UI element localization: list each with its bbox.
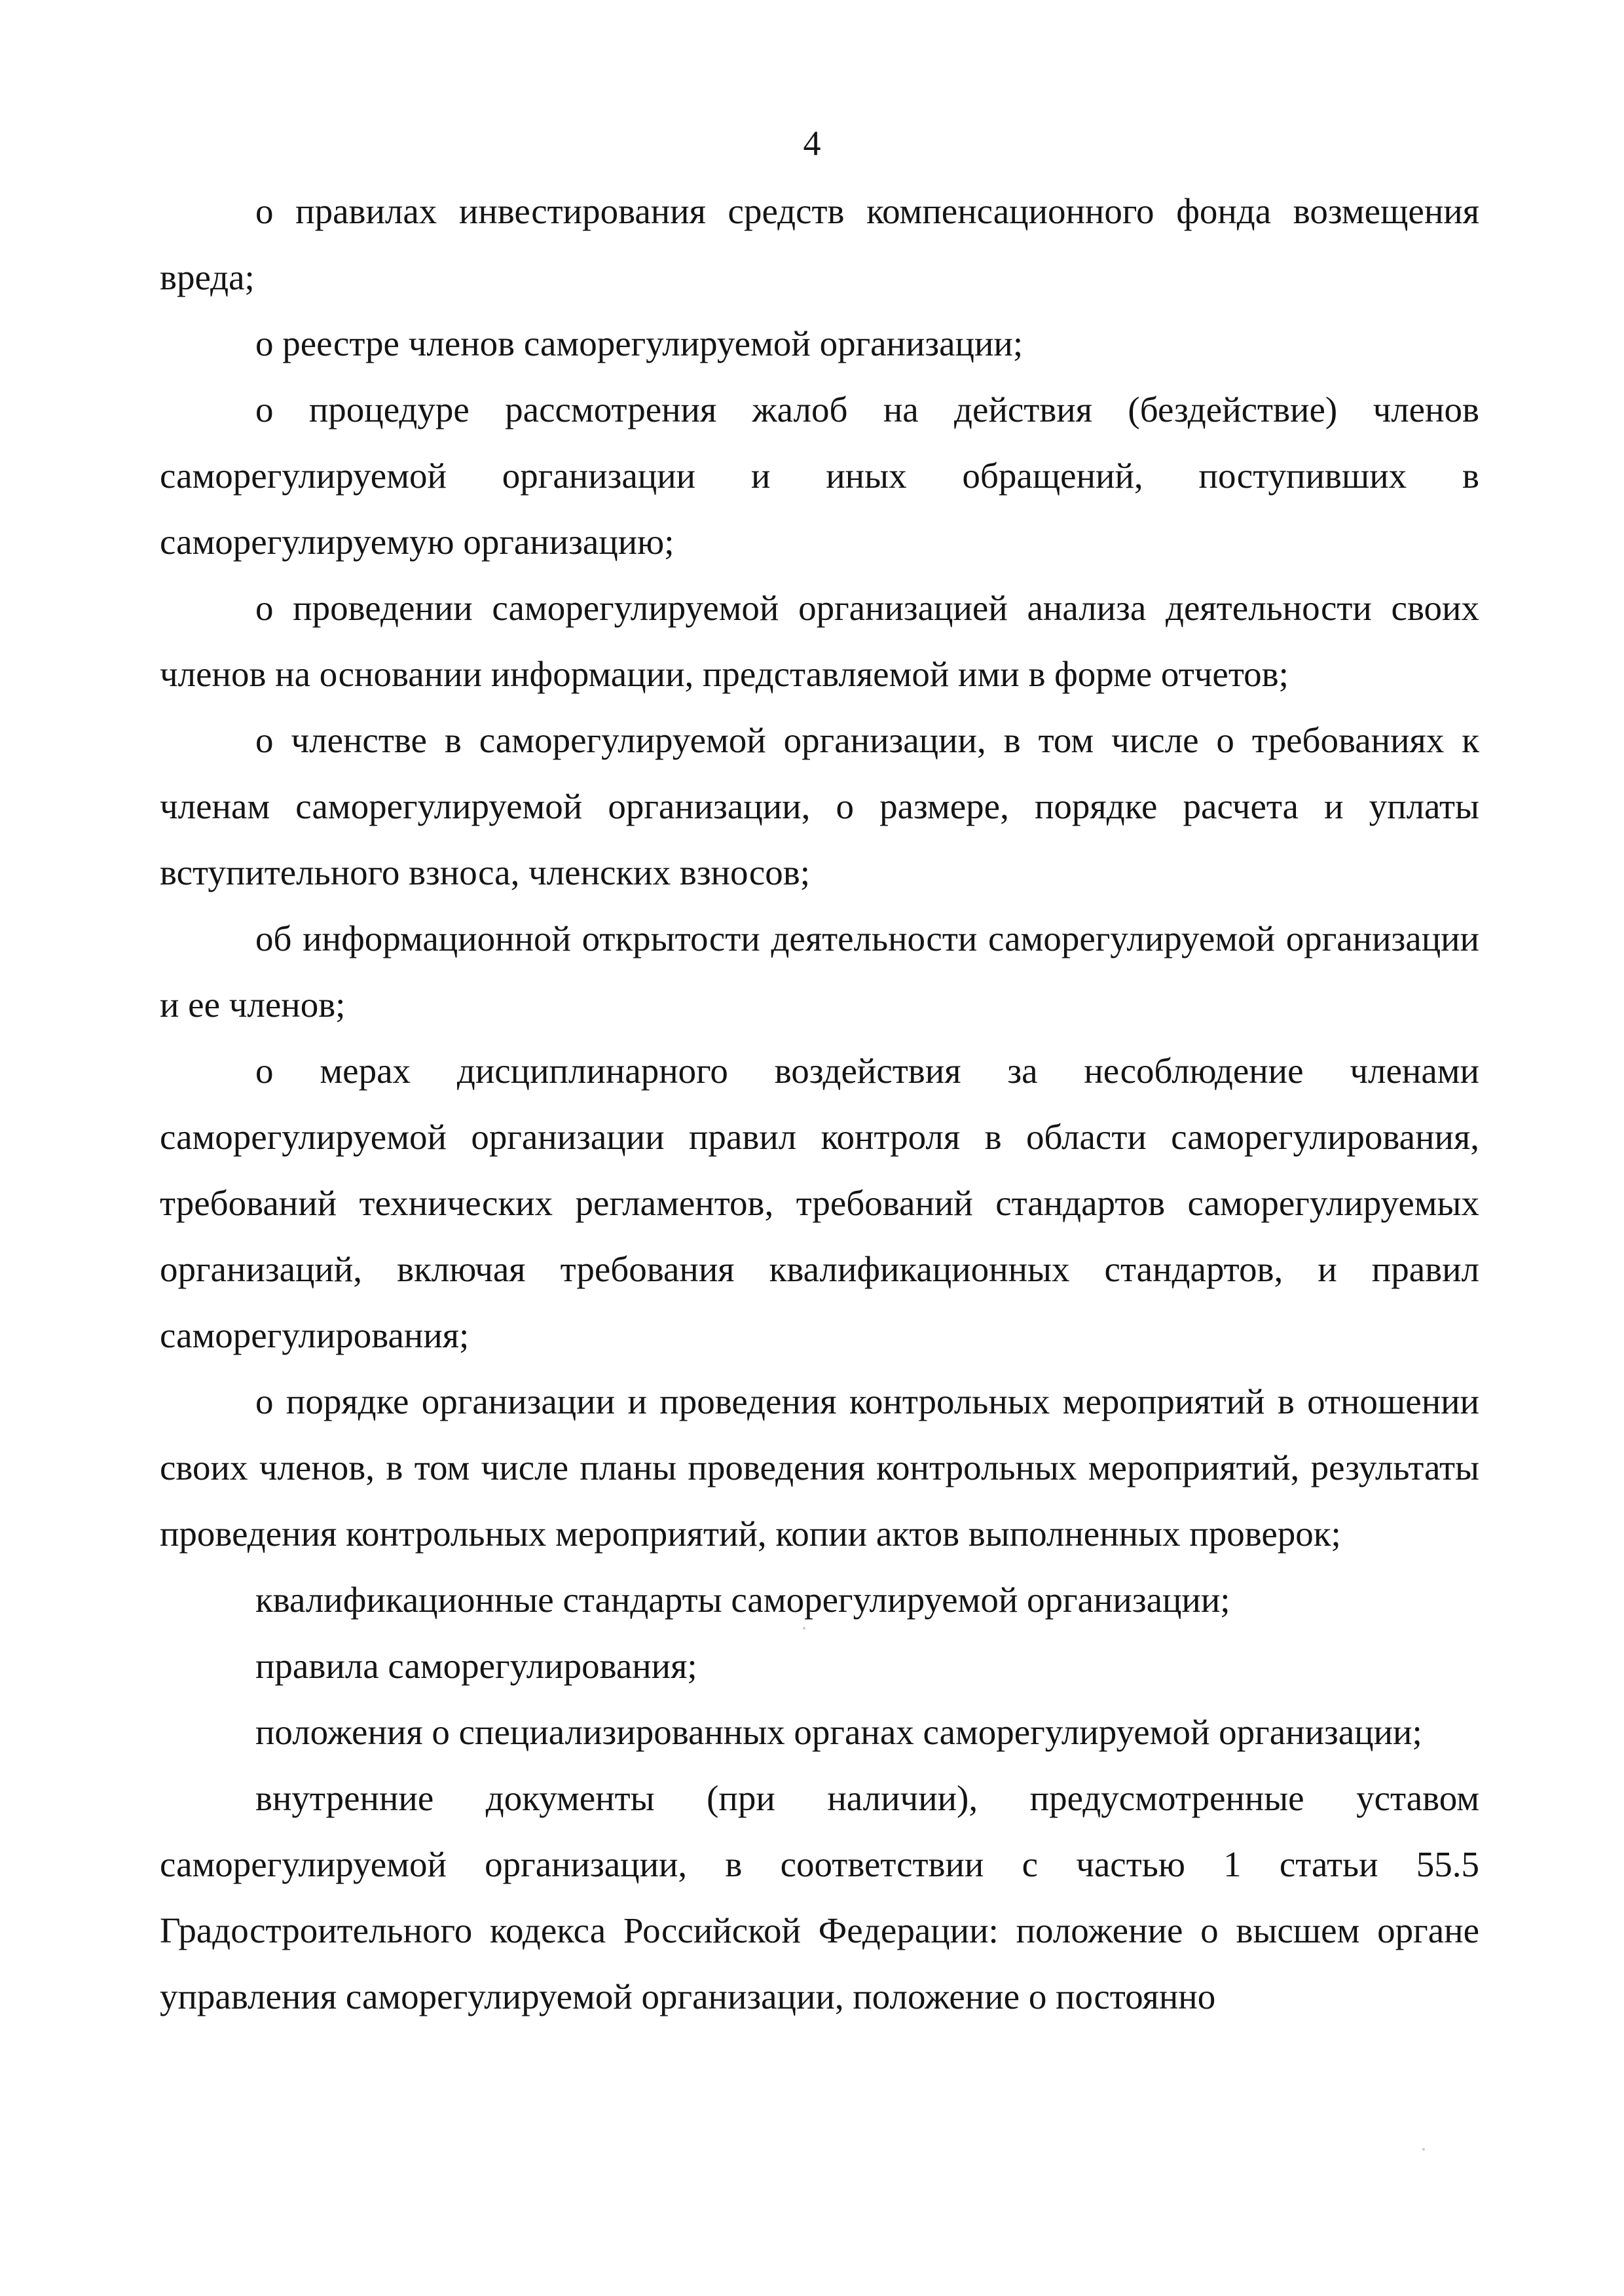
paragraph-activity-analysis: о проведении саморегулируемой организацией анализа деятельности своих членов на основании информации, представляемой ими в форме отчетов;	[160, 588, 1479, 694]
paragraph-information-openness: об информационной открытости деятельности саморегулируемой организации и ее членов;	[160, 919, 1479, 1025]
paragraph-specialized-bodies: положения о специализированных органах саморегулируемой организации;	[255, 1712, 1422, 1752]
paragraph-disciplinary-measures: о мерах дисциплинарного воздействия за несоблюдение членами саморегулируемой организации правил контроля в области саморегулирования, требований технических регламентов, требований стандартов саморегулируемых организаций, включая требования квалификационных стандартов, и правил саморегулирования;	[160, 1051, 1479, 1355]
paragraph-internal-documents: внутренние документы (при наличии), предусмотренные уставом саморегулируемой организации, в соответствии с частью 1 статьи 55.5 Градостроительного кодекса Российской Федерации: положение о высшем органе управления саморегулируемой организации, положение о постоянно	[160, 1778, 1479, 2016]
paragraph-control-activities: о порядке организации и проведения контрольных мероприятий в отношении своих членов, в том числе планы проведения контрольных мероприятий, результаты проведения контрольных мероприятий, копии актов выполненных проверок;	[160, 1381, 1479, 1554]
scan-speck	[1422, 2148, 1425, 2151]
paragraph-qualification-standards: квалификационные стандарты саморегулируемой организации;	[255, 1580, 1230, 1620]
paragraph-complaints-procedure: о процедуре рассмотрения жалоб на действия (бездействие) членов саморегулируемой организации и иных обращений, поступивших в саморегулируемую организацию;	[160, 390, 1479, 562]
document-body	[160, 178, 1479, 2030]
scan-speck	[803, 1627, 805, 1630]
paragraph-membership: о членстве в саморегулируемой организации, в том числе о требованиях к членам саморегулируемой организации, о размере, порядке расчета и уплаты вступительного взноса, членских взносов;	[160, 720, 1479, 892]
page-number: 4	[803, 124, 821, 163]
paragraph-compensation-fund-investment: о правилах инвестирования средств компенсационного фонда возмещения вреда;	[160, 191, 1479, 297]
paragraph-self-regulation-rules: правила саморегулирования;	[255, 1646, 697, 1686]
paragraph-members-registry: о реестре членов саморегулируемой организации;	[255, 323, 1024, 363]
